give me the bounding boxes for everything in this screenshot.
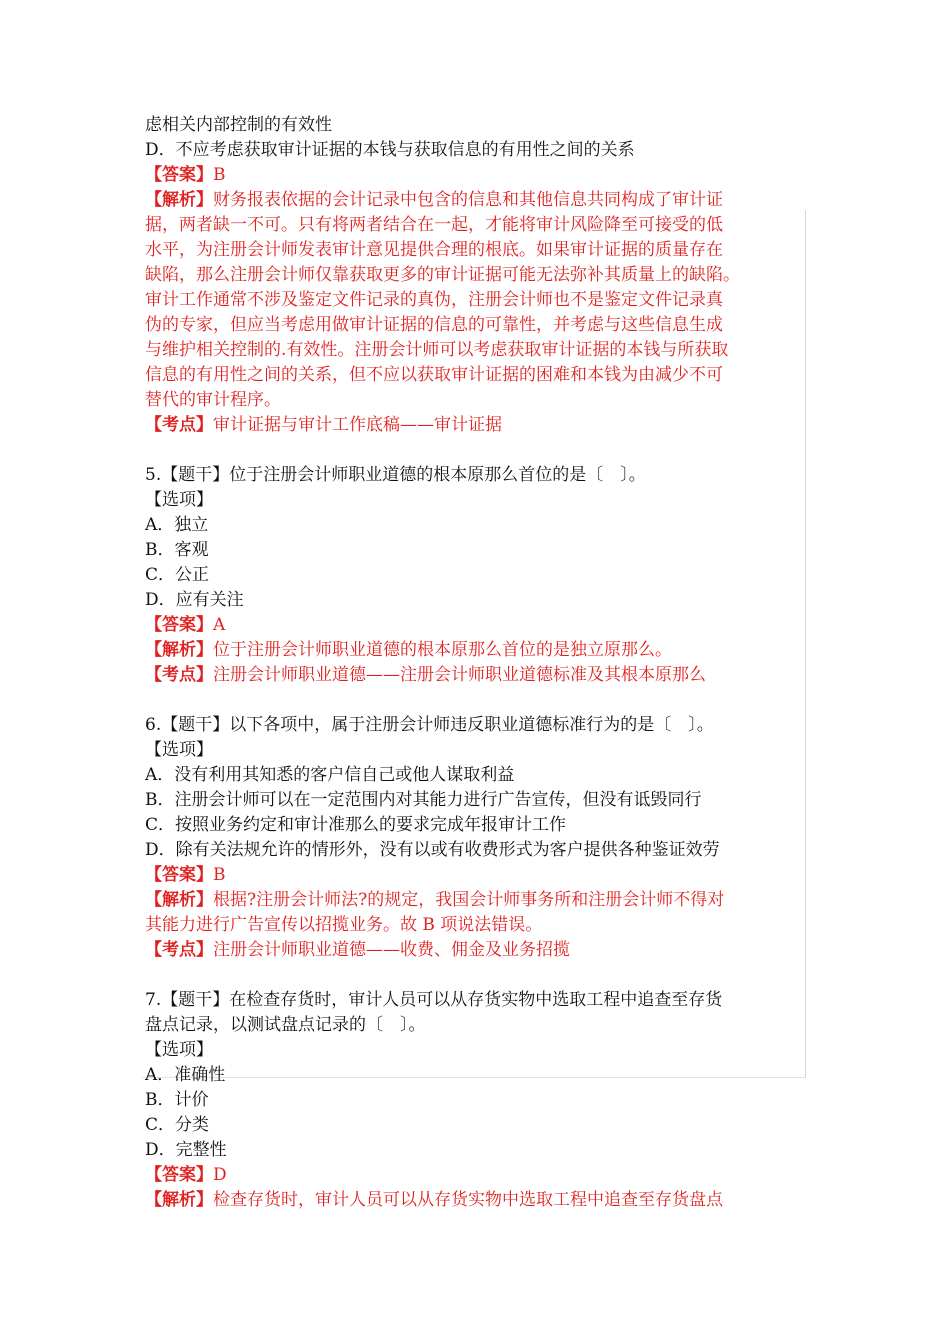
- line-text: 据，两者缺一不可。只有将两者结合在一起，才能将审计风险降至可接受的低: [145, 215, 723, 235]
- explanation-line: [145, 188, 807, 213]
- explanation-line: [145, 238, 807, 263]
- explanation-line: [145, 413, 807, 438]
- question-line: [145, 1088, 807, 1113]
- section-tag: 【考点】: [145, 664, 213, 685]
- question-line: [145, 1113, 807, 1138]
- line-text: 伪的专家，但应当考虑用做审计证据的信息的可靠性，并考虑与这些信息生成: [145, 315, 723, 335]
- question-line: [145, 1138, 807, 1163]
- explanation-line: [145, 338, 807, 363]
- line-text: A: [213, 614, 226, 635]
- question-line: [145, 1063, 807, 1088]
- explanation-line: [145, 213, 807, 238]
- line-text: B．客观: [145, 539, 209, 560]
- question-line: [145, 988, 807, 1013]
- section-tag: 【考点】: [145, 939, 213, 960]
- line-text: D．应有关注: [145, 589, 244, 610]
- explanation-line: [145, 888, 807, 913]
- line-text: B．注册会计师可以在一定范围内对其能力进行广告宣传，但没有诋毁同行: [145, 789, 702, 810]
- line-text: C．公正: [145, 564, 210, 585]
- question-line: [145, 113, 807, 138]
- line-text: 根据?注册会计师法?的规定，我国会计师事务所和注册会计师不得对: [213, 889, 725, 910]
- section-tag: 【答案】: [145, 1164, 213, 1185]
- line-text: D．除有关法规允许的情形外，没有以或有收费形式为客户提供各种鉴证效劳: [145, 839, 720, 860]
- line-text: C．分类: [145, 1114, 210, 1135]
- line-text: 注册会计师职业道德——注册会计师职业道德标准及其根本原那么: [213, 664, 706, 685]
- line-text: 【选项】: [145, 739, 213, 760]
- section-tag: 【解析】: [145, 190, 213, 210]
- explanation-line: [145, 263, 807, 288]
- line-text: 【选项】: [145, 489, 213, 510]
- question-line: [145, 588, 807, 613]
- blank-line: [145, 963, 807, 988]
- document-body: [145, 113, 807, 1213]
- explanation-line: [145, 913, 807, 938]
- explanation-line: [145, 1188, 807, 1213]
- line-text: 财务报表依据的会计记录中包含的信息和其他信息共同构成了审计证: [213, 190, 723, 210]
- question-line: [145, 138, 807, 163]
- question-line: [145, 838, 807, 863]
- section-tag: 【解析】: [145, 1189, 213, 1210]
- line-text: 位于注册会计师职业道德的根本原那么首位的是独立原那么。: [213, 639, 672, 660]
- question-line: [145, 538, 807, 563]
- question-line: [145, 1013, 807, 1038]
- question-line: [145, 1038, 807, 1063]
- section-tag: 【考点】: [145, 415, 213, 435]
- line-text: 与维护相关控制的.有效性。注册会计师可以考虑获取审计证据的本钱与所获取: [145, 340, 729, 360]
- question-line: [145, 513, 807, 538]
- line-text: D: [213, 1164, 227, 1185]
- question-line: [145, 813, 807, 838]
- line-text: 5.【题干】位于注册会计师职业道德的根本原那么首位的是〔 〕。: [145, 464, 646, 485]
- section-tag: 【解析】: [145, 889, 213, 910]
- line-text: 7.【题干】在检查存货时，审计人员可以从存货实物中选取工程中追查至存货: [145, 989, 723, 1010]
- question-line: [145, 713, 807, 738]
- line-text: 水平，为注册会计师发表审计意见提供合理的根底。如果审计证据的质量存在: [145, 240, 723, 260]
- line-text: B: [213, 165, 226, 185]
- line-text: 注册会计师职业道德——收费、佣金及业务招揽: [213, 939, 570, 960]
- question-line: [145, 738, 807, 763]
- line-text: D．不应考虑获取审计证据的本钱与获取信息的有用性之间的关系: [145, 140, 635, 160]
- line-text: A．独立: [145, 514, 209, 535]
- blank-line: [145, 688, 807, 713]
- question-line: [145, 763, 807, 788]
- question-line: [145, 488, 807, 513]
- section-tag: 【答案】: [145, 165, 213, 185]
- explanation-line: [145, 863, 807, 888]
- explanation-line: [145, 163, 807, 188]
- line-text: 【选项】: [145, 1039, 213, 1060]
- explanation-line: [145, 938, 807, 963]
- section-tag: 【解析】: [145, 639, 213, 660]
- section-tag: 【答案】: [145, 864, 213, 885]
- explanation-line: [145, 638, 807, 663]
- line-text: 审计工作通常不涉及鉴定文件记录的真伪，注册会计师也不是鉴定文件记录真: [145, 290, 723, 310]
- explanation-line: [145, 663, 807, 688]
- line-text: 其能力进行广告宣传以招揽业务。故 B 项说法错误。: [145, 914, 543, 935]
- line-text: B．计价: [145, 1089, 209, 1110]
- explanation-line: [145, 613, 807, 638]
- explanation-line: [145, 313, 807, 338]
- line-text: 信息的有用性之间的关系，但不应以获取审计证据的困难和本钱为由减少不可: [145, 365, 723, 385]
- question-line: [145, 563, 807, 588]
- explanation-line: [145, 288, 807, 313]
- line-text: 缺陷，那么注册会计师仅靠获取更多的审计证据可能无法弥补其质量上的缺陷。: [145, 265, 740, 285]
- explanation-line: [145, 363, 807, 388]
- line-text: A．没有利用其知悉的客户信自己或他人谋取利益: [145, 764, 515, 785]
- line-text: 替代的审计程序。: [145, 390, 281, 410]
- line-text: 6.【题干】以下各项中，属于注册会计师违反职业道德标准行为的是〔 〕。: [145, 714, 714, 735]
- line-text: 盘点记录，以测试盘点记录的〔 〕。: [145, 1014, 426, 1035]
- line-text: D．完整性: [145, 1139, 227, 1160]
- line-text: B: [213, 864, 226, 885]
- explanation-line: [145, 388, 807, 413]
- blank-line: [145, 438, 807, 463]
- line-text: 虑相关内部控制的有效性: [145, 115, 332, 135]
- line-text: 检查存货时，审计人员可以从存货实物中选取工程中追查至存货盘点: [213, 1189, 723, 1210]
- line-text: C．按照业务约定和审计准那么的要求完成年报审计工作: [145, 814, 567, 835]
- line-text: A．准确性: [145, 1064, 226, 1085]
- question-line: [145, 463, 807, 488]
- question-line: [145, 788, 807, 813]
- explanation-line: [145, 1163, 807, 1188]
- line-text: 审计证据与审计工作底稿——审计证据: [213, 415, 502, 435]
- section-tag: 【答案】: [145, 614, 213, 635]
